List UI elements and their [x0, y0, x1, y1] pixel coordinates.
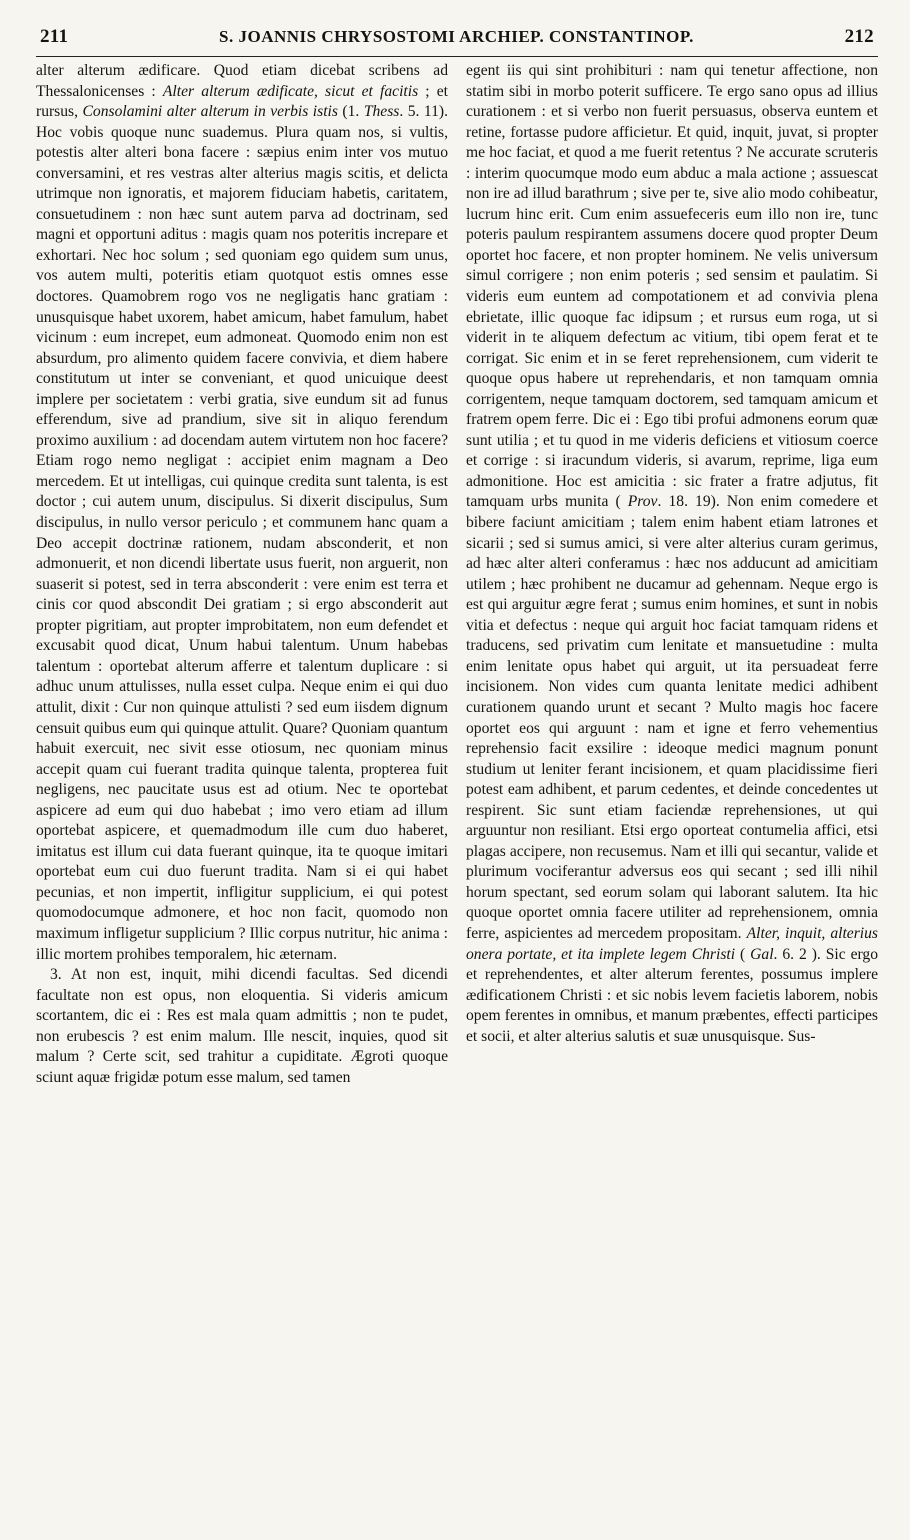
text-columns — [36, 61, 878, 1088]
right-column — [466, 61, 878, 1088]
right-paragraph-1 — [466, 61, 878, 1047]
text-run: . 18. 19). Non enim comedere et bibere faciunt amicitiam ; talem enim habent etiam latrones et sicarii ; sed si sumus amici, si vere alter alterius curam gerimus, ad hæc alter alteri conferamus : hæc nos adducunt ad amicitiam utilem ; hæc prohibent ne ducamur ad gehennam. Neque ergo is est qui arguitur ægre ferat ; sumus enim homines, et sunt in nobis vitia et defectus : neque qui arguit hoc faciat tamquam ridens et traducens, sed privatim cum lenitate et mansuetudine : multa enim lenitate opus habet qui arguit, ut ita persuadeat ferre incisionem. Non vides cum quanta lenitate medici adhibent curationem quando urunt et secant ? Multo magis hoc facere oportet eos qui arguunt : nam et igne et ferro vehementius reprehensio facit exsilire : ideoque medici magnum ponunt studium ut leniter ferant incisionem, et quam placidissime fieri potest eam adhibent, et parum cedentes, et deinde concedentes ut respirent. Sic sunt etiam faciendæ reprehensiones, ut qui arguuntur non resiliant. Etsi ergo oporteat contumelia affici, etsi plagas accipere, non recusemus. Nam et illi qui secantur, valide et plurimum vociferantur adversus eos qui secant ; sed illi nihil horum spectant, sed eorum solam qui laborant salutem. Ita hic quoque oportet omnia facere utiliter ad reprehensionem, omnia ferre, aspicientes ad mercedem propositam. — [466, 493, 878, 942]
text-run: (1. — [337, 103, 364, 121]
running-header — [36, 26, 878, 57]
text-run: ( — [735, 945, 751, 963]
scripture-quote: Consolamini alter alterum in verbis istis — [82, 103, 338, 121]
text-run: . 5. 11). Hoc vobis quoque nunc suademus. Plura quam nos, si vultis, potestis alter alteri bona facere : sæpius enim inter vos mutuo conversamini, et res vestras alter alterius magis scitis, et delicta utrimque non ignoratis, et majorem fiduciam habetis, caritatem, consuetudinem : non hæc sunt autem parva ad doctrinam, sed magni et opportuni aditus : magis quam nos poteritis increpare et exhortari. Nec hoc solum ; sed quoniam ego quidem sum unus, vos autem multi, poteritis etiam quotquot estis omnes esse doctores. Quamobrem rogo vos ne negligatis hanc gratiam : unusquisque habet uxorem, habet amicum, habet famulum, habet vicinum : eum increpet, eum admoneat. Quomodo enim non est absurdum, pro alimento quidem facere convivia, et diem habere constitutum ut inter se conveniant, et quod unicuique deest implere per societatem : verbi gratia, sive eundum sit ad funus efferendum, sive ad prandium, sive sit in aliquo ferendum proximo auxilium : ad docendam autem virtutem non hoc facere? Etiam rogo nemo negligat : accipiet enim magnam a Deo mercedem. Et ut intelligas, cui quinque credita sunt talenta, is est doctor ; cui autem unum, discipulus. Si dixerit discipulus, Sum discipulus, in nullo versor periculo ; et communem hanc quam a Deo accepit doctrinæ rationem, nudam absconderit, et non admonuerit, et non dicendi libertate usus fuerit, non arguerit, non suaserit si potest, sed in terra absconderit : vere enim est terra et cinis cor quod abscondit Dei gratiam ; si ergo absconderit aut propter pigritiam, aut propter improbitatem, non eum defendet et excusabit quod dicat, Unum habui talentum. Unum habebas talentum : oportebat alterum afferre et talentum duplicare : si adhuc unum attulisses, nulla esset culpa. Neque enim ei qui duo attulit, dixit : Cur non quinque attulisti ? sed eum iisdem dignum censuit quibus eum qui quinque attulit. Quare? Quoniam quantum habuit exercuit, nec sivit esse otiosum, nec quoniam minus accepit quam cui fuerant tradita quinque talenta, propterea fuit negligens, nec paucitate usus est ad otium. Nec te oportebat aspicere ad eum qui duo habebat ; imo vero etiam ad illum oportebat aspicere, et quemadmodum ille cum duo haberet, imitatus est illum cui data fuerant quinque, ita te quoque imitari oportebat eum cui duo fuerunt tradita. Nam si ei qui habet pecunias, et non impertit, infligitur supplicium, ei qui potest quomodocumque admonere, et hoc non facit, quomodo non maximum infligetur supplicium ? Illic corpus nutritur, hic anima : illic mortem prohibes temporalem, hic æternam. — [36, 103, 449, 963]
citation-book: Gal — [750, 945, 774, 963]
left-paragraph-1 — [36, 61, 448, 965]
text-run: . 6. 2 ). Sic ergo et reprehendentes, et alter alterum ferentes, possumus implere ædificationem Christi : et sic nobis levem facietis laborem, nobis opem ferentes in omnibus, et manum præbentes, effecti participes et socii, et alter alterius salutis et suæ unusquisque. Sus- — [466, 945, 879, 1045]
page-number-left: 211 — [40, 26, 69, 47]
citation-book: Prov — [627, 493, 658, 511]
running-title: S. JOANNIS CHRYSOSTOMI ARCHIEP. CONSTANTINOP. — [219, 27, 694, 46]
text-run: alter alterum ædificare. Quod etiam dicebat scribens ad Thessalonicenses : — [36, 62, 448, 100]
left-paragraph-2: 3. At non est, inquit, mihi dicendi facultas. Sed dicendi facultate non est opus, non eloquentia. Si videris amicum scortantem, dic ei : Res est mala quam admittis ; non te pudet, non erubescis ? est enim malum. Ille nescit, inquies, quod sit malum ? Certe scit, sed trahitur a cupiditate. Ægroti quoque sciunt aquæ frigidæ potum esse malum, sed tamen — [36, 966, 448, 1086]
text-run: ; et rursus, — [36, 82, 448, 121]
left-column — [36, 61, 448, 1088]
page-number-right: 212 — [844, 26, 874, 47]
citation-book: Thess — [363, 103, 400, 121]
scripture-quote: Alter, inquit, alterius onera portate, et ita implete legem Christi — [466, 924, 878, 963]
scripture-quote: Alter alterum ædificate, sicut et facitis — [162, 82, 419, 100]
text-run: egent iis qui sint prohibituri : nam qui tenetur affectione, non statim sibi in morbo poterit sufficere. Te ergo sano opus ad illius curationem : et si verbo non fuerit persuasus, observa euntem et retine, fortasse pudore afficietur. Et quid, inquit, juvat, si propter me hoc faciat, et quod a me fuerit retentus ? Ne accurate scruteris : interim quocumque modo eum abduc a mala actione ; assuescat non ire ad illud barathrum ; sive per te, sive alio modo cohibeatur, lucrum hinc erit. Cum enim assuefeceris eum illo non ire, tunc poteris paulum respirantem assumens docere quod propter Deum oportet hoc facere, et non propter hominem. Ne velis universum simul corrigere ; non enim poteris ; sed sensim et paulatim. Si videris eum euntem ad compotationem et ad convivia plena ebrietate, illic quoque fac idipsum ; et rursus eum roga, ut si viderit in te aliquem defectum ac vitium, tibi opem ferat et te corrigat. Sic enim et in se feret reprehensionem, cum viderit te quoque opus habere ut reprehendaris, et non tamquam omnia corrigentem, neque tamquam doctorem, sed tamquam amicum et fratrem opem ferre. Dic ei : Ego tibi profui admonens eorum quæ sunt utilia ; et tu quod in me videris deficiens et vitiosum coerce et corrige : si iracundum videris, si avarum, reprime, liga eum admonitione. Hoc est amicitia : sic frater a fratre adjutus, fit tamquam urbs munita ( — [466, 62, 878, 511]
